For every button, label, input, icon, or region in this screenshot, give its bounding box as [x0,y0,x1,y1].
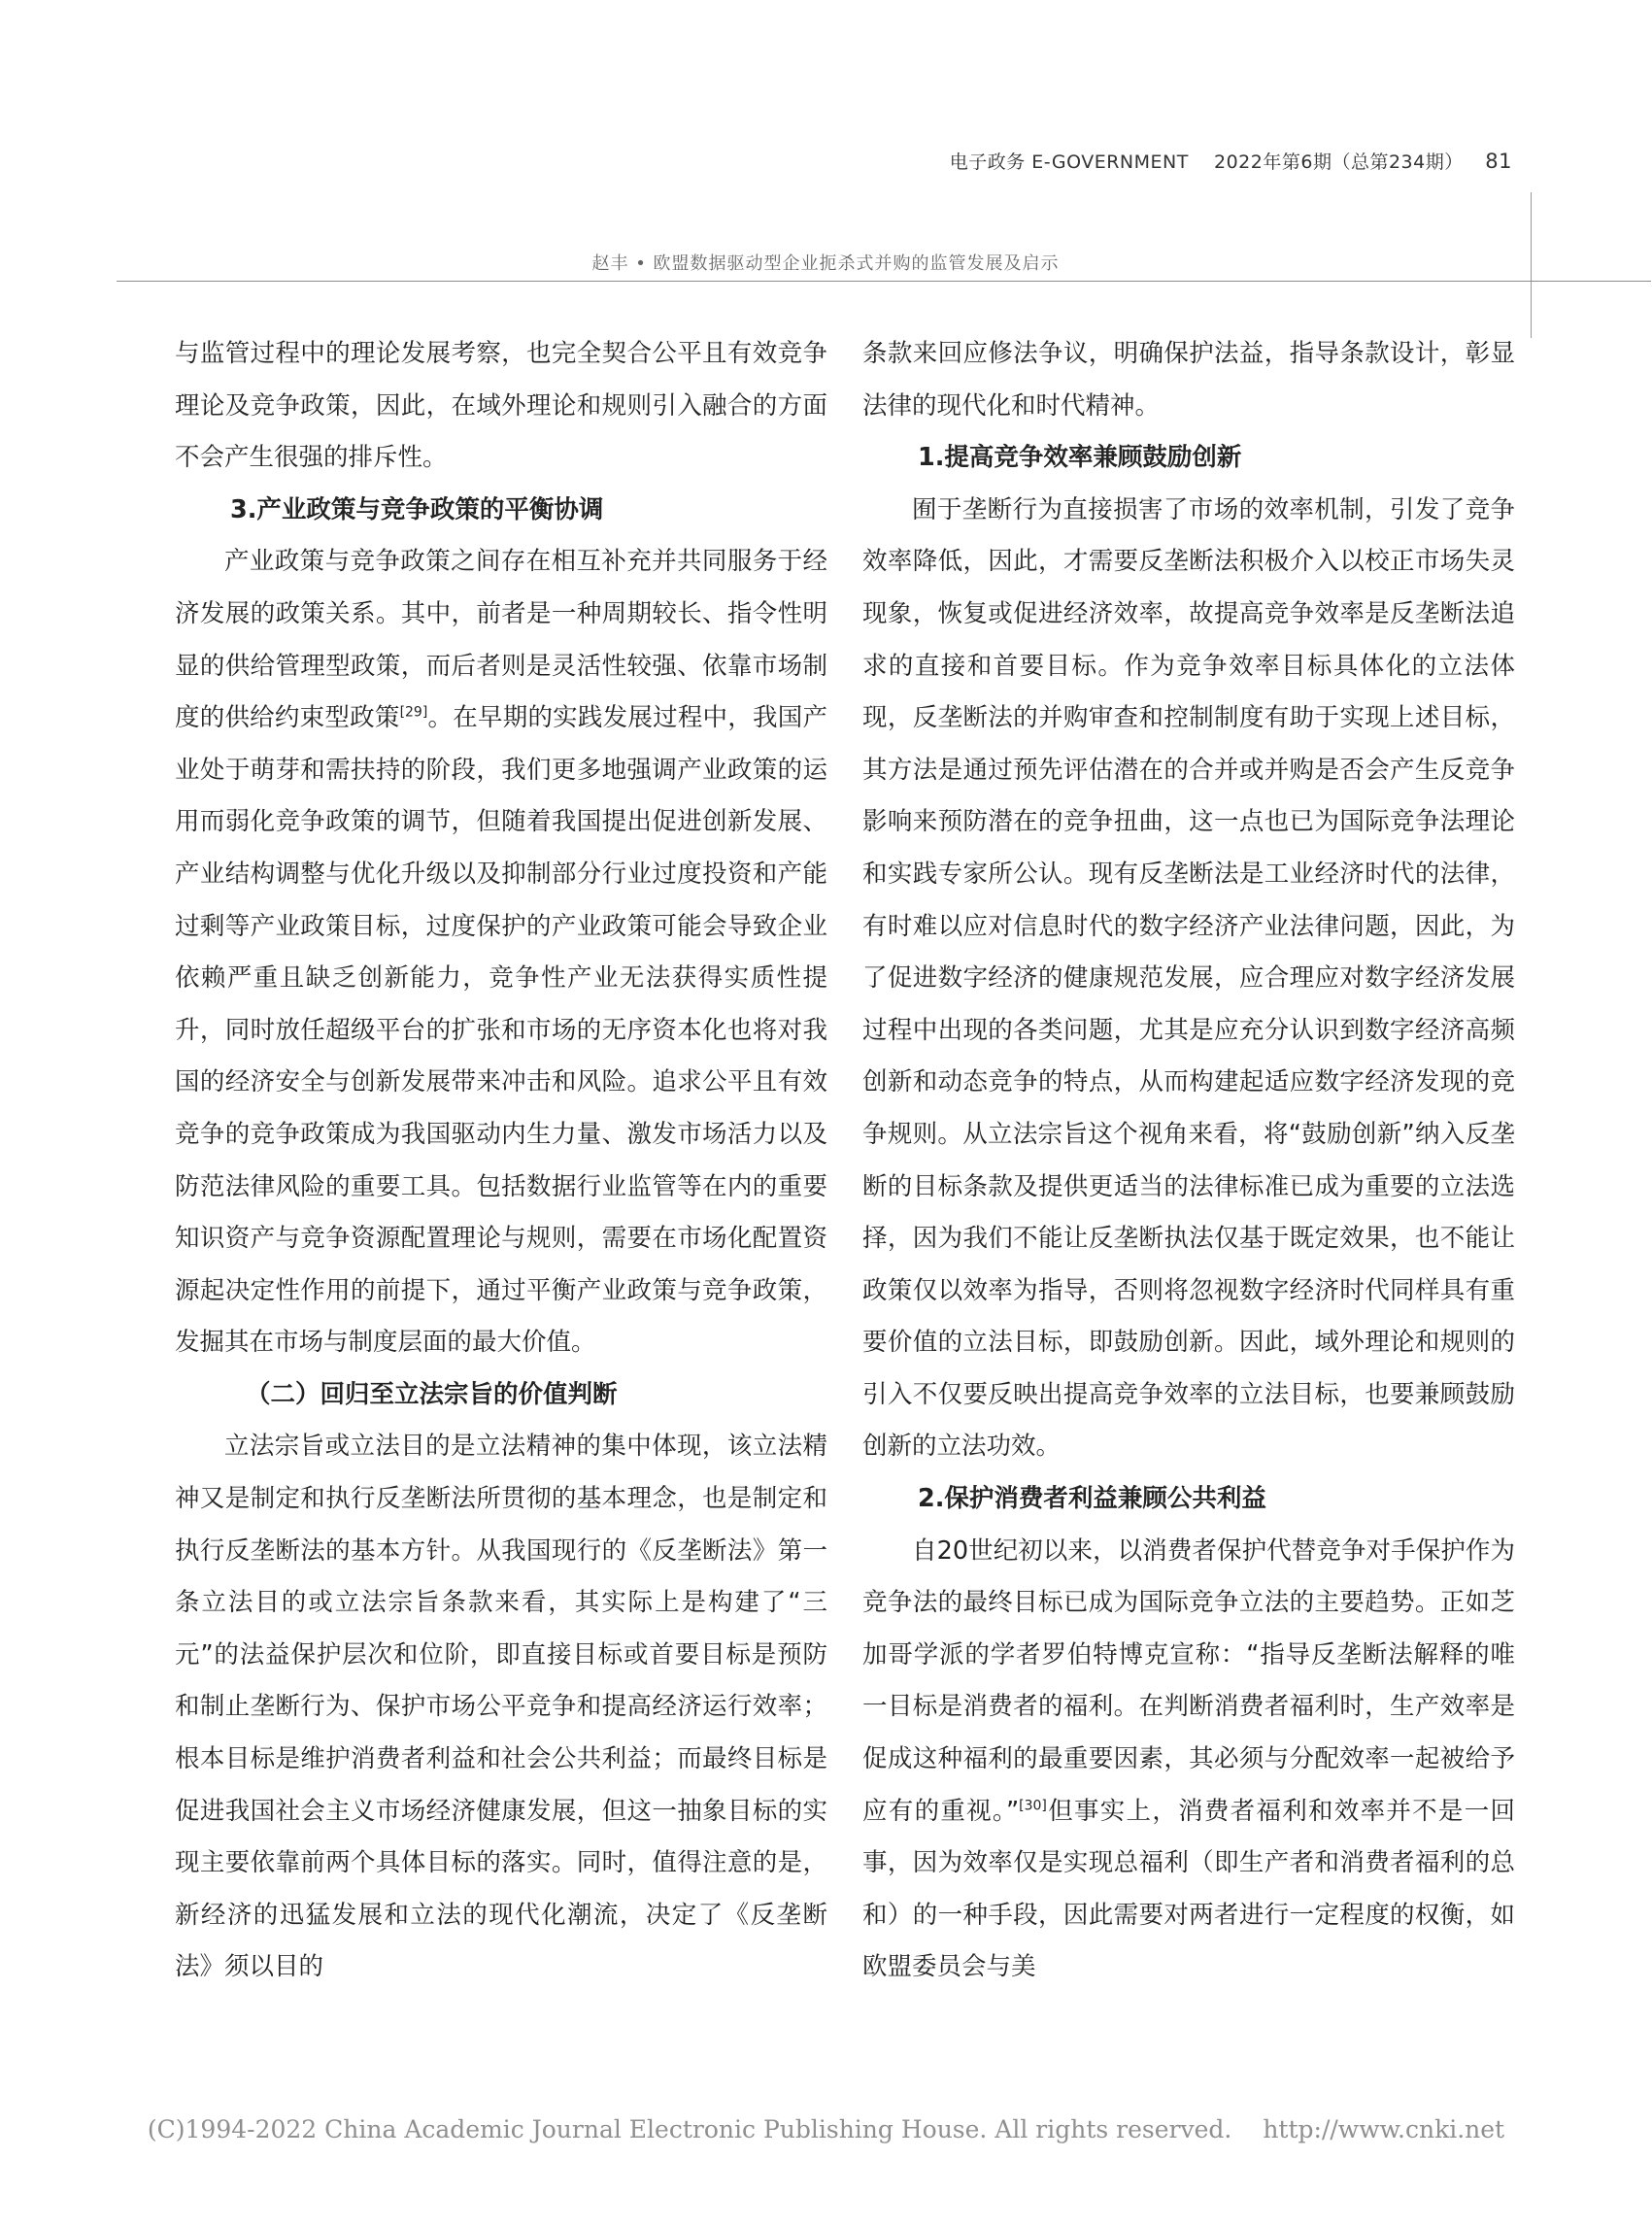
header-rule [117,281,1651,282]
citation-ref[interactable]: [30] [1019,1798,1047,1814]
paragraph: 自20世纪初以来，以消费者保护代替竞争对手保护作为竞争法的最终目标已成为国际竞争立法的主要趋势。正如芝加哥学派的学者罗伯特博克宣称：“指导反垄断法解释的唯一目标是消费者的福利。在判断消费者福利时，生产效率是促成这种福利的最重要因素，其必须与分配效率一起被给予应有的重视。”[30]但事实上，消费者福利和效率并不是一回事，因为效率仅是实现总福利（即生产者和消费者福利的总和）的一种手段，因此需要对两者进行一定程度的权衡，如欧盟委员会与美 [862,1535,1515,1982]
running-title: 赵丰 • 欧盟数据驱动型企业扼杀式并购的监管发展及启示 [591,253,1060,274]
paragraph: 条款来回应修法争议，明确保护法益，指导条款设计，彰显法律的现代化和时代精神。 [862,339,1515,421]
copyright-text: (C)1994-2022 China Academic Journal Electronic Publishing House. All rights reserved. [147,2115,1232,2143]
paragraph: 产业政策与竞争政策之间存在相互补充并共同服务于经济发展的政策关系。其中，前者是一种周期较长、指令性明显的供给管理型政策，而后者则是灵活性较强、依靠市场制度的供给约束型政策[29]。在早期的实践发展过程中，我国产业处于萌芽和需扶持的阶段，我们更多地强调产业政策的运用而弱化竞争政策的调节，但随着我国提出促进创新发展、产业结构调整与优化升级以及抑制部分行业过度投资和产能过剩等产业政策目标，过度保护的产业政策可能会导致企业依赖严重且缺乏创新能力，竞争性产业无法获得实质性提升，同时放任超级平台的扩张和市场的无序资本化也将对我国的经济安全与创新发展带来冲击和风险。追求公平且有效竞争的竞争政策成为我国驱动内生力量、激发市场活力以及防范法律风险的重要工具。包括数据行业监管等在内的重要知识资产与竞争资源配置理论与规则，需要在市场化配置资源起决定性作用的前提下，通过平衡产业政策与竞争政策，发掘其在市场与制度层面的最大价值。 [175,547,827,1358]
copyright-footer [0,2115,1652,2143]
right-column [862,328,1515,1994]
cnki-link[interactable]: http://www.cnki.net [1263,2115,1505,2143]
left-column [175,328,827,1994]
paragraph: 立法宗旨或立法目的是立法精神的集中体现，该立法精神又是制定和执行反垄断法所贯彻的基本理念，也是制定和执行反垄断法的基本方针。从我国现行的《反垄断法》第一条立法目的或立法宗旨条款来看，其实际上是构建了“三元”的法益保护层次和位阶，即直接目标或首要目标是预防和制止垄断行为、保护市场公平竞争和提高经济运行效率；根本目标是维护消费者利益和社会公共利益；而最终目标是促进我国社会主义市场经济健康发展，但这一抽象目标的实现主要依靠前两个具体目标的落实。同时，值得注意的是，新经济的迅猛发展和立法的现代化潮流，决定了《反垄断法》须以目的 [175,1432,827,1982]
section-heading: 1.提高竞争效率兼顾鼓励创新 [918,443,1242,473]
journal-name: 电子政务 E-GOVERNMENT [949,152,1189,173]
paragraph: 囿于垄断行为直接损害了市场的效率机制，引发了竞争效率降低，因此，才需要反垄断法积极介入以校正市场失灵现象，恢复或促进经济效率，故提高竞争效率是反垄断法追求的直接和首要目标。作为竞争效率目标具体化的立法体现，反垄断法的并购审查和控制制度有助于实现上述目标，其方法是通过预先评估潜在的合并或并购是否会产生反竞争影响来预防潜在的竞争扭曲，这一点也已为国际竞争法理论和实践专家所公认。现有反垄断法是工业经济时代的法律，有时难以应对信息时代的数字经济产业法律问题，因此，为了促进数字经济的健康规范发展，应合理应对数字经济发展过程中出现的各类问题，尤其是应充分认识到数字经济高频创新和动态竞争的特点，从而构建起适应数字经济发现的竞争规则。从立法宗旨这个视角来看，将“鼓励创新”纳入反垄断的目标条款及提供更适当的法律标准已成为重要的立法选择，因为我们不能让反垄断执法仅基于既定效果，也不能让政策仅以效率为指导，否则将忽视数字经济时代同样具有重要价值的立法目标，即鼓励创新。因此，域外理论和规则的引入不仅要反映出提高竞争效率的立法目标，也要兼顾鼓励创新的立法功效。 [862,494,1515,1462]
issue-info: 2022年第6期（总第234期） [1214,152,1464,173]
citation-ref[interactable]: [29] [399,704,428,721]
section-heading: （二）回归至立法宗旨的价值判断 [246,1379,618,1409]
section-heading: 2.保护消费者利益兼顾公共利益 [918,1484,1266,1514]
section-heading: 3.产业政策与竞争政策的平衡协调 [230,494,604,524]
running-header [0,148,1512,174]
paragraph: 与监管过程中的理论发展考察，也完全契合公平且有效竞争理论及竞争政策，因此，在域外理论和规则引入融合的方面不会产生很强的排斥性。 [175,339,827,473]
page-number: 81 [1485,150,1512,173]
